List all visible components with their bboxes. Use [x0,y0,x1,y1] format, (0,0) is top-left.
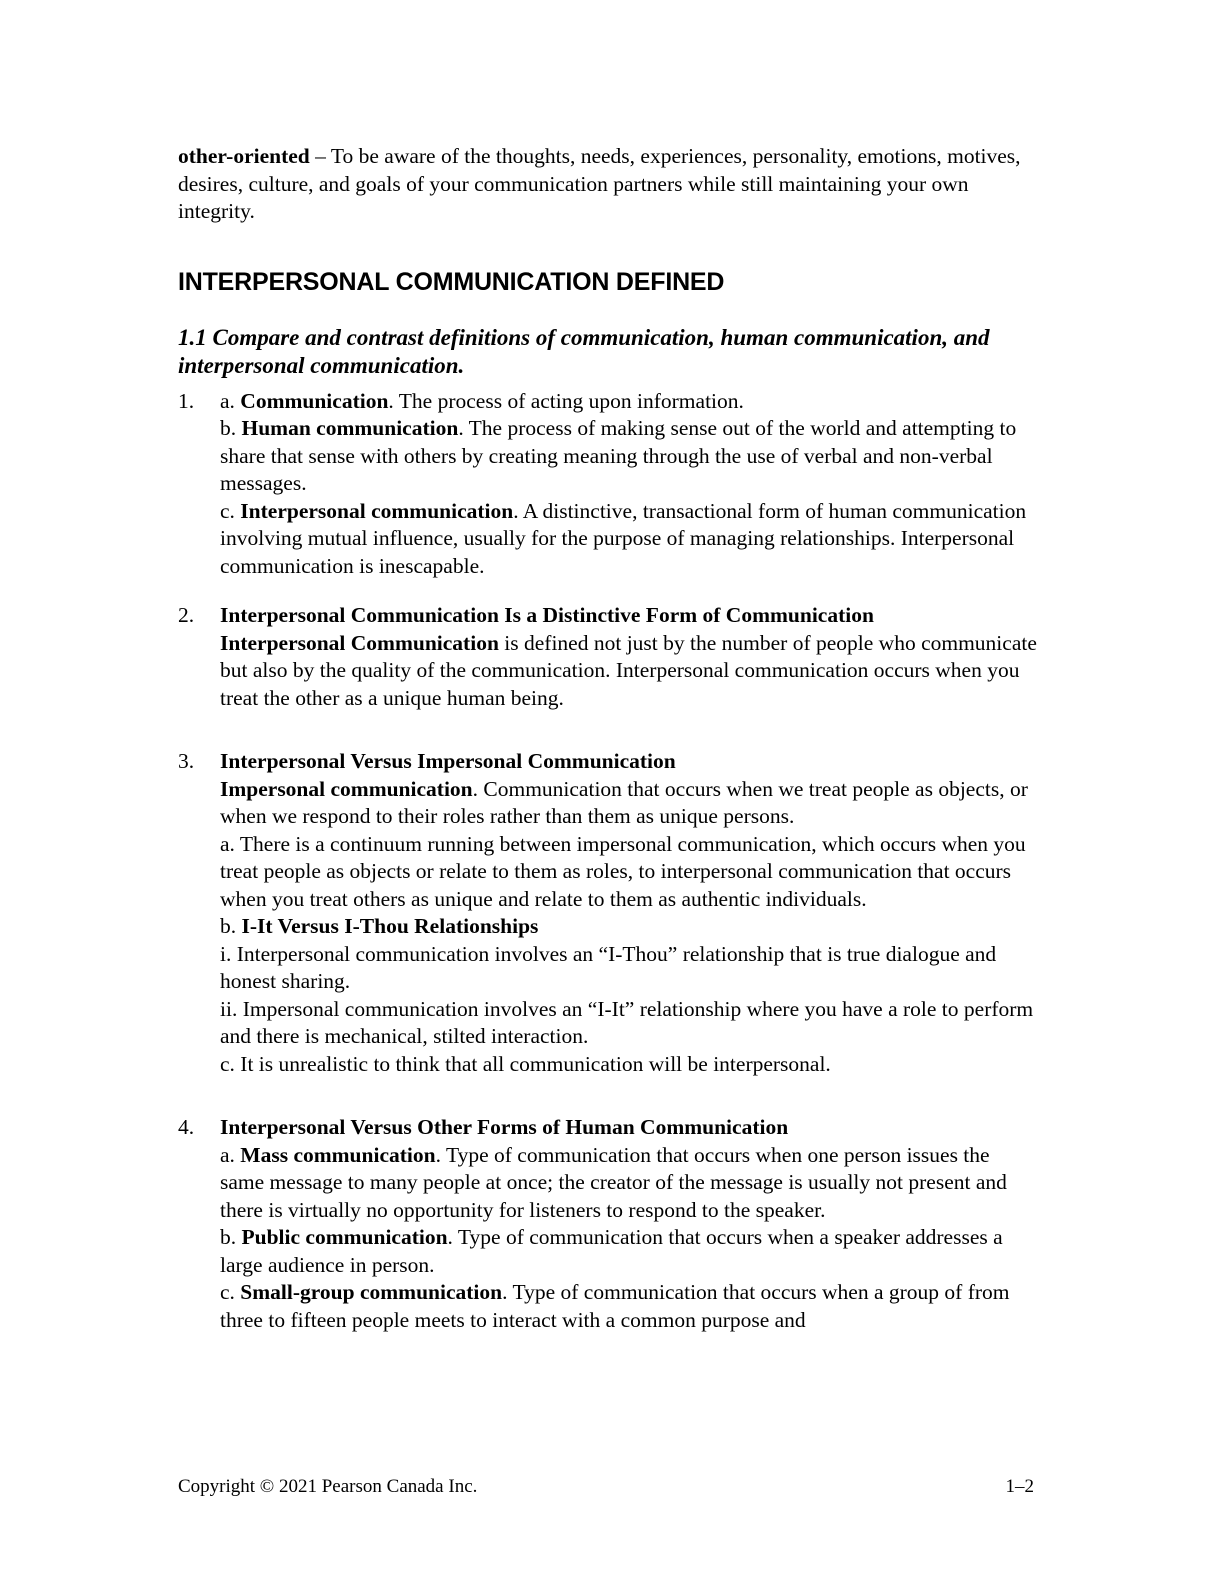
page-number: 1–2 [1005,1476,1034,1497]
intro-definition [178,143,1038,226]
page-footer [178,1475,1034,1499]
learning-objective: 1.1 Compare and contrast definitions of communication, human communication, and interpersonal communication. [178,324,990,378]
document-page [178,143,1038,1334]
item-number: 3. [178,749,195,773]
item-4-a: a. Mass communication. Type of communication that occurs when one person issues the same message to many people at once; the creator of the message is usually not present and there is virtually no opportunity for listeners to respond to the speaker. [220,1142,1007,1222]
item-3-b: b. I-It Versus I-Thou Relationships [220,914,539,938]
intro-text: – To be aware of the thoughts, needs, experiences, personality, emotions, motives, desires, culture, and goals of your communication partners while still maintaining your own integrity. [178,144,1021,223]
item-4-c: c. Small-group communication. Type of communication that occurs when a group of from three to fifteen people meets to interact with a common purpose and [220,1280,1010,1332]
item-2-title: Interpersonal Communication Is a Distinctive Form of Communication [220,603,874,627]
item-3-title: Interpersonal Versus Impersonal Communication [220,749,676,773]
intro-term: other-oriented [178,144,310,168]
list-item-3 [178,748,1038,1078]
item-4-title: Interpersonal Versus Other Forms of Human Communication [220,1115,789,1139]
item-3-b-i: i. Interpersonal communication involves an “I-Thou” relationship that is true dialogue and honest sharing. [220,941,997,993]
list-item-4 [178,1114,1038,1334]
item-number: 1. [178,388,195,413]
item-3-b-ii: ii. Impersonal communication involves an “I-It” relationship where you have a role to perform and there is mechanical, stilted interaction. [220,996,1034,1048]
item-1-a: a. Communication. The process of acting upon information. [220,388,744,413]
item-number: 2. [178,603,195,627]
item-4-b: b. Public communication. Type of communication that occurs when a speaker addresses a large audience in person. [220,1225,1003,1277]
item-3-a: a. There is a continuum running between impersonal communication, which occurs when you treat people as objects or relate to them as roles, to interpersonal communication that occurs when you treat others as unique and relate to them as authentic individuals. [220,831,1026,911]
list-item-2 [178,602,1038,712]
section-heading: INTERPERSONAL COMMUNICATION DEFINED [178,267,725,296]
item-1-b: b. Human communication. The process of making sense out of the world and attempting to share that sense with others by creating meaning through the use of verbal and non-verbal messages. [220,416,1017,495]
list-item-1 [178,388,1038,581]
outline-list [178,388,1038,1335]
copyright-notice: Copyright © 2021 Pearson Canada Inc. [178,1476,478,1497]
item-1-c: c. Interpersonal communication. A distinctive, transactional form of human communication involving mutual influence, usually for the purpose of managing relationships. Interpersonal communication is inescapable. [220,498,1027,578]
item-3-c: c. It is unrealistic to think that all communication will be interpersonal. [220,1051,831,1076]
item-number: 4. [178,1115,195,1139]
item-3-text: Impersonal communication. Communication that occurs when we treat people as objects, or when we respond to their roles rather than them as unique persons. [220,776,1028,828]
item-2-text: Interpersonal Communication is defined not just by the number of people who communicate but also by the quality of the communication. Interpersonal communication occurs when you treat the other as a unique human being. [220,630,1037,710]
